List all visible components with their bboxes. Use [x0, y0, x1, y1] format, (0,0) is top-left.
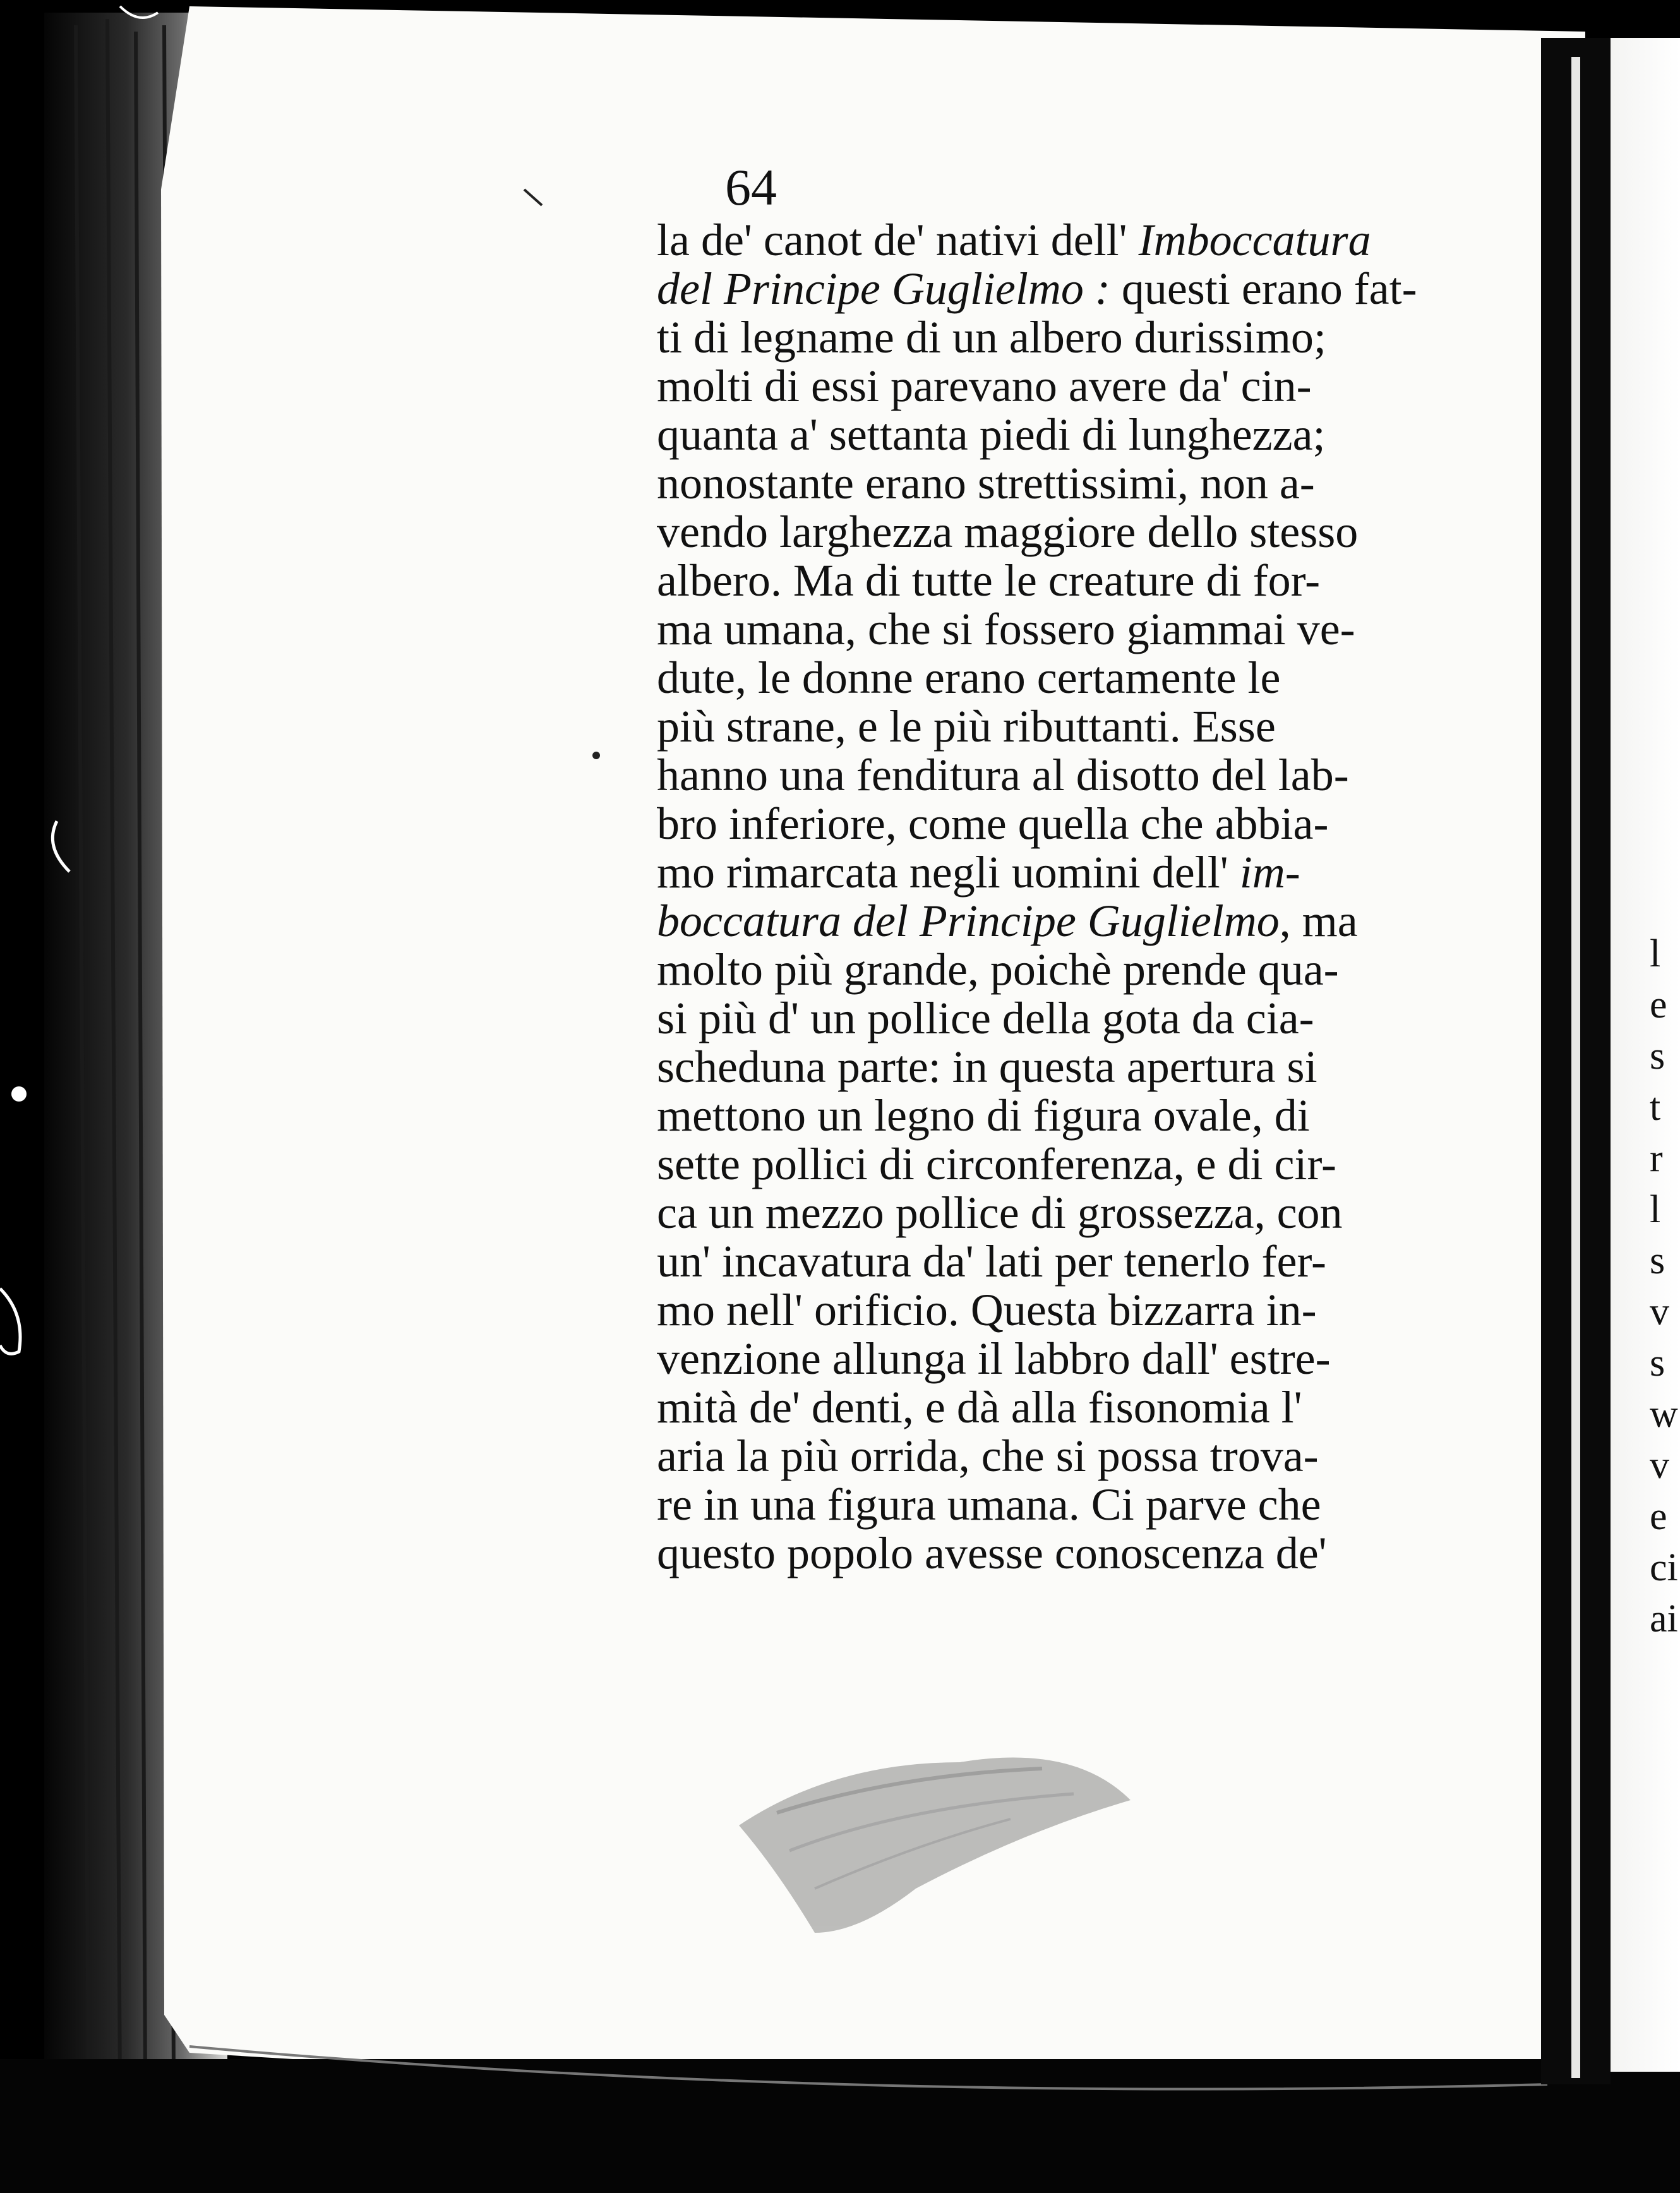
bottom-edge — [0, 2059, 1680, 2193]
text-segment: ti di legname di un albero durissimo; — [657, 312, 1326, 363]
text-segment: scheduna parte: in questa apertura si — [657, 1042, 1317, 1092]
text-segment: bro inferiore, come quella che abbia- — [657, 798, 1329, 849]
text-segment: mettono un legno di figura ovale, di — [657, 1090, 1310, 1141]
text-segment: ma umana, che si fossero giammai ve- — [657, 604, 1355, 654]
text-line — [657, 994, 1528, 1043]
text-line — [657, 1335, 1528, 1383]
text-segment: nonostante erano strettissimi, non a- — [657, 458, 1315, 508]
text-segment: mità de' denti, e dà alla fisonomia l' — [657, 1382, 1302, 1433]
italic-text-segment: del Principe Guglielmo : — [657, 263, 1110, 314]
text-line — [657, 654, 1528, 702]
facing-page-fragment: s — [1650, 1342, 1665, 1385]
facing-page-fragment: w — [1650, 1393, 1678, 1436]
facing-page-fragment: v — [1650, 1290, 1669, 1333]
text-segment: albero. Ma di tutte le creature di for- — [657, 555, 1321, 606]
margin-dot — [11, 1086, 27, 1102]
facing-page-fragment: l — [1650, 1188, 1661, 1231]
text-line — [657, 1237, 1528, 1286]
text-segment: ca un mezzo pollice di grossezza, con — [657, 1187, 1343, 1238]
text-line — [657, 411, 1528, 459]
text-segment: molto più grande, poichè prende qua- — [657, 944, 1339, 995]
facing-page-fragment: l — [1650, 932, 1661, 975]
text-line — [657, 1091, 1528, 1140]
text-line — [657, 216, 1528, 265]
text-segment: aria la più orrida, che si possa trova- — [657, 1431, 1319, 1481]
text-line — [657, 1140, 1528, 1189]
text-segment: mo rimarcata negli uomini dell' — [657, 847, 1240, 898]
text-line — [657, 702, 1528, 751]
text-segment: mo nell' orificio. Questa bizzarra in- — [657, 1285, 1317, 1335]
center-fold-highlight — [1571, 57, 1580, 2078]
facing-page-fragment: ai — [1650, 1597, 1678, 1640]
italic-text-segment: im- — [1239, 847, 1300, 898]
text-line — [657, 1189, 1528, 1237]
text-segment: un' incavatura da' lati per tenerlo fer- — [657, 1236, 1326, 1287]
stray-dot — [592, 752, 600, 759]
text-line — [657, 848, 1528, 897]
text-line — [657, 1432, 1528, 1481]
facing-page-fragment: v — [1650, 1444, 1669, 1487]
text-line — [657, 946, 1528, 994]
text-segment: questi erano fat- — [1110, 263, 1417, 314]
text-line — [657, 897, 1528, 946]
text-segment: quanta a' settanta piedi di lunghezza; — [657, 409, 1326, 460]
facing-page-fragment: ci — [1650, 1546, 1678, 1589]
facing-page-fragment: r — [1650, 1137, 1663, 1180]
text-segment: la de' canot de' nativi dell' — [657, 215, 1139, 265]
text-line — [657, 800, 1528, 848]
text-line — [657, 751, 1528, 800]
text-line — [657, 1043, 1528, 1091]
text-segment: questo popolo avesse conoscenza de' — [657, 1528, 1327, 1578]
facing-page-fragment: s — [1650, 1035, 1665, 1078]
text-segment: sette pollici di circonferenza, e di cir- — [657, 1139, 1337, 1189]
facing-page-fragment: e — [1650, 983, 1667, 1026]
text-line — [657, 265, 1528, 313]
text-line — [657, 1529, 1528, 1578]
text-segment: hanno una fenditura al disotto del lab- — [657, 750, 1349, 800]
text-line — [657, 1286, 1528, 1335]
facing-page-text-fragments — [1650, 928, 1680, 1645]
text-segment: più strane, e le più ributtanti. Esse — [657, 701, 1276, 752]
text-line — [657, 508, 1528, 556]
text-line — [657, 605, 1528, 654]
italic-text-segment: boccatura del Principe Guglielmo — [657, 896, 1280, 946]
text-line — [657, 1481, 1528, 1529]
text-segment: re in una figura umana. Ci parve che — [657, 1479, 1321, 1530]
text-segment: si più d' un pollice della gota da cia- — [657, 993, 1314, 1043]
page-number: 64 — [725, 159, 777, 216]
text-segment: vendo larghezza maggiore dello stesso — [657, 507, 1359, 557]
text-line — [657, 459, 1528, 508]
text-segment: dute, le donne erano certamente le — [657, 652, 1281, 703]
text-line — [657, 362, 1528, 411]
text-line — [657, 1383, 1528, 1432]
text-segment: molti di essi parevano avere da' cin- — [657, 361, 1312, 411]
page-body-text — [657, 216, 1528, 1578]
text-line — [657, 313, 1528, 362]
text-segment: venzione allunga il labbro dall' estre- — [657, 1333, 1331, 1384]
facing-page-fragment: e — [1650, 1495, 1667, 1538]
facing-page-fragment: t — [1650, 1086, 1661, 1129]
italic-text-segment: Imboccatura — [1138, 215, 1371, 265]
facing-page-fragment: s — [1650, 1239, 1665, 1282]
text-line — [657, 556, 1528, 605]
text-segment: , ma — [1279, 896, 1358, 946]
